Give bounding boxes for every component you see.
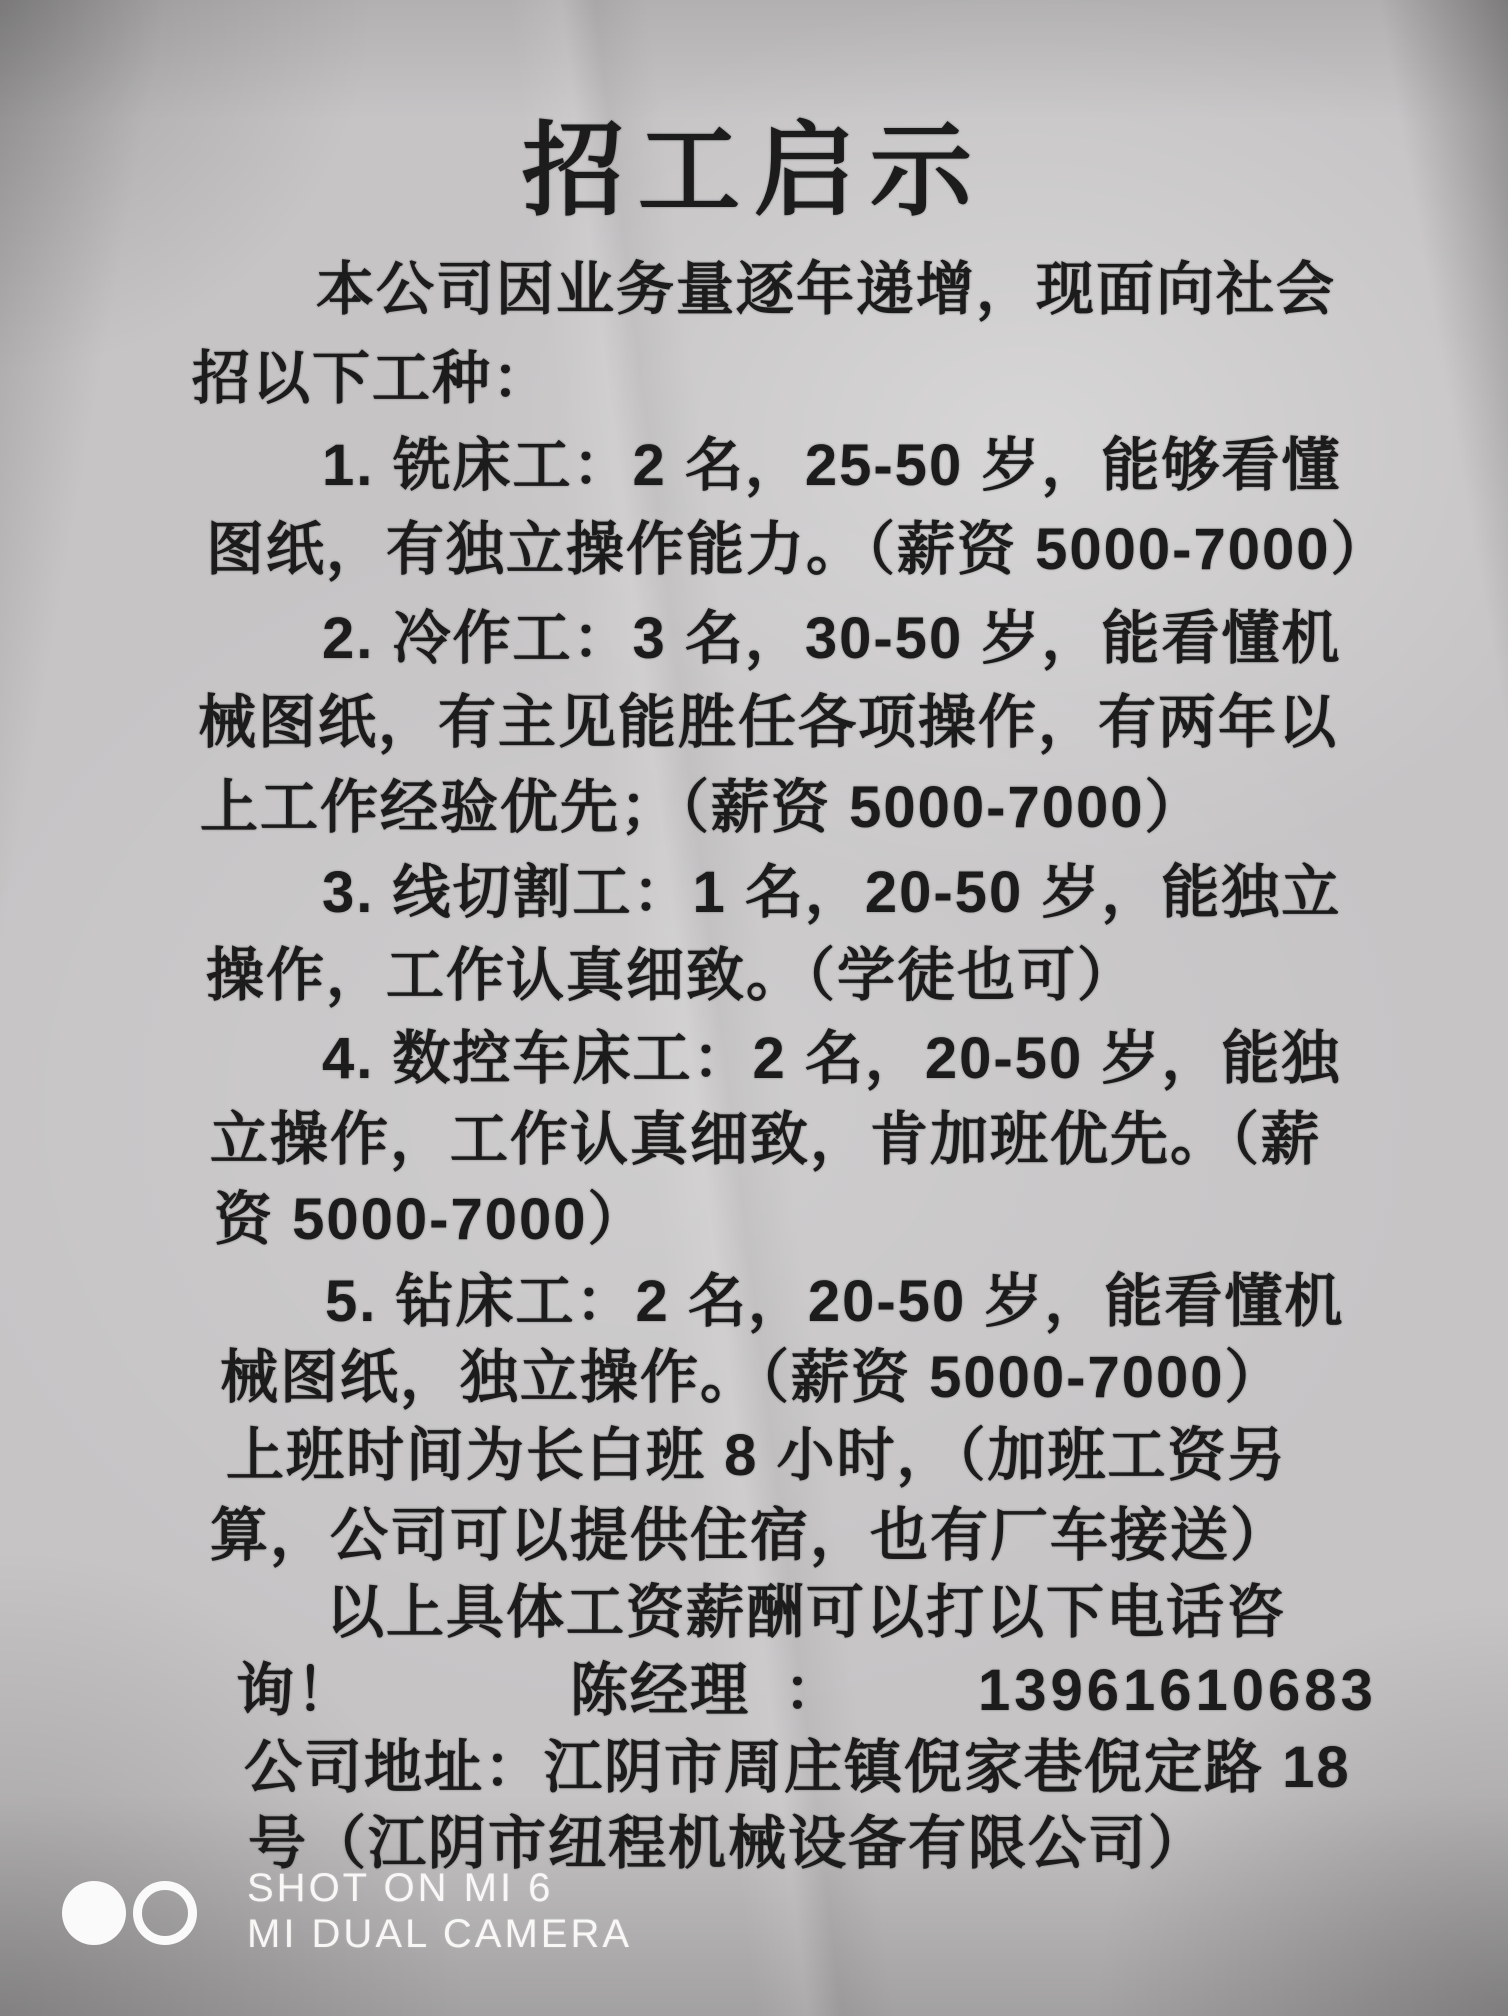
work-schedule-line: 上班时间为长白班 8 小时，（加班工资另	[226, 1423, 1288, 1488]
intro-line: 招以下工种：	[192, 346, 553, 411]
job-item-line: 4. 数控车床工：2 名，20-50 岁，能独	[322, 1026, 1342, 1091]
job-item-line: 图纸，有独立操作能力。（薪资 5000-7000）	[206, 517, 1391, 582]
job-item-line: 械图纸，有主见能胜任各项操作，有两年以	[198, 690, 1339, 755]
watermark-camera-text: MI DUAL CAMERA	[247, 1912, 633, 1956]
notice-title: 招工启示	[522, 114, 986, 228]
job-item-line: 资 5000-7000）	[214, 1187, 648, 1252]
contact-colon: ：	[784, 1658, 845, 1723]
job-item-line: 立操作，工作认真细致，肯加班优先。（薪	[210, 1107, 1322, 1172]
job-item-line: 械图纸，独立操作。（薪资 5000-7000）	[220, 1345, 1285, 1410]
job-item-line: 3. 线切割工：1 名，20-50 岁，能独立	[322, 860, 1342, 925]
address-line: 公司地址：江阴市周庄镇倪家巷倪定路 18	[244, 1735, 1351, 1800]
contact-phone: 13961610683	[978, 1658, 1377, 1723]
notice-body	[192, 0, 1391, 2016]
contact-prefix: 询！	[236, 1658, 357, 1723]
mi-watermark-filled-circle-icon	[62, 1881, 126, 1945]
job-item-line: 5. 钻床工：2 名，20-50 岁，能看懂机	[325, 1269, 1345, 1334]
intro-line: 本公司因业务量逐年递增，现面向社会	[316, 257, 1337, 322]
job-item-line: 上工作经验优先；（薪资 5000-7000）	[200, 775, 1205, 840]
contact-intro-line: 以上具体工资薪酬可以打以下电话咨	[326, 1580, 1287, 1645]
contact-name: 陈经理	[570, 1658, 751, 1723]
work-schedule-line: 算，公司可以提供住宿，也有厂车接送）	[210, 1503, 1291, 1568]
job-item-line: 2. 冷作工：3 名，30-50 岁，能看懂机	[322, 606, 1342, 671]
watermark-shot-on-text: SHOT ON MI 6	[247, 1866, 554, 1910]
address-line: 号（江阴市纽程机械设备有限公司）	[248, 1811, 1209, 1876]
job-item-line: 操作，工作认真细致。（学徒也可）	[206, 943, 1138, 1008]
mi-watermark-ring-icon	[133, 1881, 197, 1945]
job-item-line: 1. 铣床工：2 名，25-50 岁，能够看懂	[322, 433, 1342, 498]
